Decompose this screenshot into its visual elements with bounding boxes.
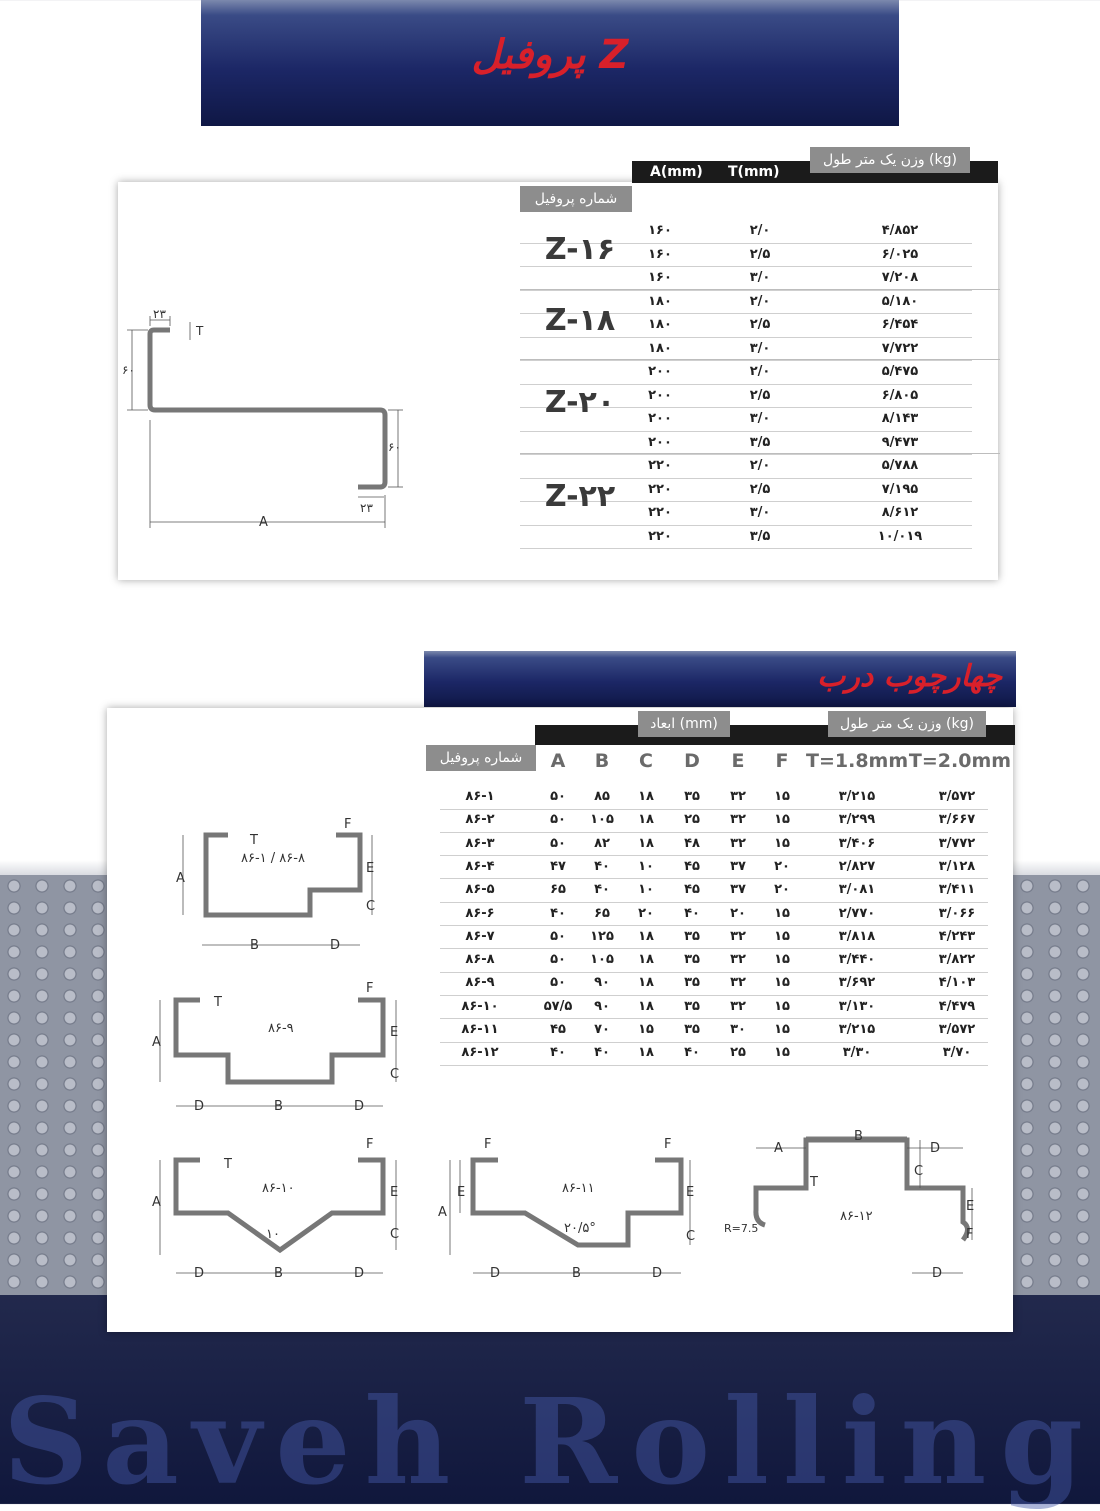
- z-cell-a: ۲۲۰: [648, 528, 672, 544]
- z-cell-t: ۲/۵: [749, 317, 771, 332]
- door-profile-header: شماره پروفیل: [426, 745, 536, 771]
- door-cell-t20: ۳/۶۶۷: [938, 812, 976, 828]
- z-cell-a: ۱۸۰: [648, 340, 672, 356]
- door-cell-t20: ۳/۵۷۲: [938, 789, 976, 804]
- z-right-height-label: ۶۰: [388, 440, 401, 454]
- door-cell-t18: ۳/۸۱۸: [838, 928, 876, 944]
- door-cell-t20: ۳/۵۷۲: [938, 1022, 976, 1037]
- door-cell-b: ۱۰۵: [590, 952, 614, 968]
- door-cell-a: ۴۷: [550, 858, 566, 874]
- door-cell-a: ۵۰: [550, 952, 566, 968]
- z-cell-t: ۲/۰: [749, 293, 771, 309]
- d2-d1: D: [194, 1099, 205, 1114]
- door-cell-t20: ۳/۱۲۸: [938, 858, 976, 874]
- door-cell-c: ۱۸: [638, 1045, 654, 1061]
- z-table-row: [520, 431, 972, 456]
- door-cell-f: ۱۵: [774, 952, 790, 968]
- door-cell-e: ۳۷: [730, 858, 746, 874]
- door-cell-t18: ۳/۲۱۵: [838, 789, 876, 804]
- door-cell-a: ۴۵: [550, 1022, 566, 1037]
- d4-d1: D: [490, 1266, 501, 1281]
- door-cell-t20: ۳/۴۱۱: [938, 882, 976, 898]
- door-cell-a: ۵۷/۵: [543, 998, 573, 1014]
- door-cell-code: ۸۶-۶: [465, 905, 495, 921]
- door-cell-d: ۳۵: [684, 928, 700, 944]
- door-cell-code: ۸۶-۱۲: [461, 1045, 499, 1061]
- z-cell-a: ۱۸۰: [648, 293, 672, 309]
- door-cell-code: ۸۶-۸: [465, 952, 495, 968]
- door-cell-f: ۱۵: [774, 998, 790, 1014]
- door-cell-b: ۴۰: [594, 858, 610, 874]
- d5-f: F: [966, 1227, 974, 1242]
- door-cell-code: ۸۶-۷: [465, 928, 495, 944]
- z-cell-t: ۲/۰: [749, 458, 771, 473]
- z-cell-w: ۱۰/۰۱۹: [877, 528, 923, 544]
- z-cell-t: ۳/۵: [749, 528, 771, 544]
- door-cell-e: ۳۲: [730, 998, 746, 1014]
- door-cell-a: ۶۵: [550, 882, 566, 898]
- door-cell-t18: ۲/۷۷۰: [838, 905, 876, 921]
- door-cell-b: ۹۰: [594, 975, 610, 991]
- door-col-d: D: [684, 750, 700, 772]
- drawing-86-10-label: ۸۶-۱۰: [262, 1181, 295, 1196]
- d2-t: T: [214, 995, 222, 1010]
- z-cell-w: ۶/۸۰۵: [881, 387, 919, 403]
- z-cell-a: ۲۲۰: [648, 505, 672, 520]
- d1-t: T: [250, 833, 258, 848]
- door-cell-t18: ۲/۸۲۷: [838, 858, 876, 874]
- door-cell-code: ۸۶-۹: [465, 975, 495, 991]
- door-cell-code: ۸۶-۲: [465, 812, 495, 828]
- d5-d1: D: [930, 1141, 941, 1156]
- drawing-86-9-label: ۸۶-۹: [268, 1021, 294, 1036]
- door-cell-f: ۲۰: [774, 882, 790, 898]
- d1-b: B: [250, 938, 259, 953]
- d2-b: B: [274, 1099, 283, 1114]
- d5-d2: D: [932, 1266, 943, 1281]
- door-cell-c: ۱۰: [638, 882, 654, 898]
- z-cell-w: ۵/۱۸۰: [881, 293, 919, 309]
- z-cell-w: ۵/۴۷۵: [881, 364, 919, 379]
- door-cell-e: ۳۲: [730, 952, 746, 968]
- door-cell-f: ۱۵: [774, 905, 790, 921]
- d5-a: A: [774, 1141, 783, 1156]
- door-cell-t20: ۳/۷۷۲: [938, 835, 976, 851]
- door-cell-d: ۳۵: [684, 998, 700, 1014]
- d3-d1: D: [194, 1266, 205, 1281]
- door-cell-b: ۷۰: [594, 1022, 610, 1037]
- door-frame-drawings: [107, 808, 1013, 1288]
- z-profile-title: پروفیل Z: [471, 32, 629, 78]
- d2-d2: D: [354, 1099, 365, 1114]
- d3-t: T: [224, 1157, 232, 1172]
- z-bottom-flange-label: ۲۳: [360, 501, 373, 515]
- door-cell-b: ۶۵: [594, 905, 610, 921]
- z-cell-w: ۶/۴۵۴: [881, 317, 919, 332]
- door-cell-e: ۳۰: [730, 1022, 746, 1037]
- door-cell-c: ۱۰: [638, 858, 654, 874]
- door-cell-c: ۱۸: [638, 812, 654, 828]
- z-cell-t: ۳/۰: [749, 340, 771, 356]
- door-cell-c: ۱۸: [638, 835, 654, 851]
- z-cell-a: ۲۲۰: [648, 458, 672, 473]
- z-col-weight-header: وزن یک متر طول (kg): [810, 147, 970, 173]
- d3-b: B: [274, 1266, 283, 1281]
- z-cell-a: ۲۲۰: [648, 481, 672, 497]
- z-cell-w: ۷/۲۰۸: [881, 270, 919, 285]
- z-table-row: [520, 360, 972, 385]
- drawing-86-10-bottom: ۱۰: [266, 1227, 280, 1242]
- door-cell-a: ۵۰: [550, 975, 566, 991]
- door-dims-header: ابعاد (mm): [638, 711, 730, 737]
- d2-f: F: [366, 981, 374, 996]
- door-cell-t18: ۳/۰۸۱: [838, 882, 876, 898]
- z-cell-w: ۹/۴۷۳: [881, 434, 919, 450]
- door-cell-t20: ۴/۲۴۳: [938, 928, 976, 944]
- door-cell-c: ۱۸: [638, 952, 654, 968]
- drawing-86-11-label: ۸۶-۱۱: [562, 1181, 595, 1196]
- door-cell-d: ۴۸: [684, 835, 700, 851]
- z-group-label: Z-۱۶: [544, 232, 616, 268]
- door-cell-b: ۸۵: [594, 789, 610, 804]
- z-cell-a: ۲۰۰: [648, 434, 672, 450]
- drawing-86-11-angle: ۲۰/۵°: [564, 1221, 596, 1236]
- door-cell-t18: ۳/۱۳۰: [838, 998, 876, 1014]
- door-cell-t18: ۳/۴۴۰: [838, 952, 876, 968]
- door-cell-code: ۸۶-۱۱: [461, 1022, 499, 1037]
- door-cell-c: ۱۵: [638, 1022, 654, 1037]
- door-cell-d: ۳۵: [684, 975, 700, 991]
- z-cell-a: ۱۶۰: [648, 270, 672, 285]
- d2-a: A: [152, 1035, 161, 1050]
- z-cell-t: ۲/۵: [749, 246, 771, 262]
- door-cell-t18: ۳/۲۹۹: [838, 812, 876, 828]
- door-cell-f: ۱۵: [774, 975, 790, 991]
- door-cell-c: ۱۸: [638, 998, 654, 1014]
- z-cell-a: ۲۰۰: [648, 364, 672, 379]
- door-cell-t18: ۳/۶۹۲: [838, 975, 876, 991]
- door-cell-t20: ۳/۷۰: [942, 1045, 972, 1061]
- door-cell-a: ۵۰: [550, 789, 566, 804]
- drawing-86-12-label: ۸۶-۱۲: [840, 1209, 873, 1224]
- z-cell-t: ۲/۰: [749, 364, 771, 379]
- z-cell-w: ۷/۱۹۵: [881, 481, 919, 497]
- z-cell-t: ۳/۰: [749, 505, 771, 520]
- door-cell-f: ۱۵: [774, 1022, 790, 1037]
- d1-c: C: [366, 899, 376, 914]
- door-frame-title-banner: [424, 651, 1016, 707]
- z-table-row: [520, 454, 972, 479]
- d3-a: A: [152, 1195, 161, 1210]
- door-cell-c: ۱۸: [638, 975, 654, 991]
- door-cell-e: ۳۷: [730, 882, 746, 898]
- z-cell-t: ۳/۰: [749, 270, 771, 285]
- door-frame-title: چهارچوب درب: [817, 659, 1002, 694]
- door-cell-t20: ۳/۸۲۲: [938, 952, 976, 968]
- door-cell-e: ۳۲: [730, 835, 746, 851]
- z-profile-title-banner: [201, 0, 899, 126]
- door-cell-a: ۴۰: [550, 905, 566, 921]
- door-col-c: C: [639, 750, 653, 772]
- door-cell-f: ۱۵: [774, 789, 790, 804]
- door-cell-e: ۲۰: [730, 905, 746, 921]
- z-cell-t: ۳/۵: [749, 434, 771, 450]
- z-width-label: A: [259, 515, 268, 530]
- d1-d: D: [330, 938, 341, 953]
- dotted-decoration-left: [0, 875, 107, 1295]
- d4-b: B: [572, 1266, 581, 1281]
- door-cell-c: ۱۸: [638, 928, 654, 944]
- door-cell-t18: ۳/۳۰: [842, 1045, 872, 1061]
- z-cell-a: ۱۶۰: [648, 246, 672, 262]
- z-cell-w: ۷/۷۲۲: [881, 340, 919, 356]
- door-cell-b: ۸۲: [594, 835, 610, 851]
- door-cell-b: ۹۰: [594, 998, 610, 1014]
- d5-t: T: [810, 1175, 818, 1190]
- door-cell-d: ۳۵: [684, 1022, 700, 1037]
- door-cell-t20: ۴/۱۰۳: [938, 975, 976, 991]
- z-cell-t: ۲/۵: [749, 387, 771, 403]
- z-cell-w: ۵/۷۸۸: [881, 458, 919, 473]
- door-cell-d: ۳۵: [684, 789, 700, 804]
- z-cell-a: ۲۰۰: [648, 387, 672, 403]
- d4-e1: E: [457, 1185, 466, 1200]
- drawing-86-12-radius: R=7.5: [724, 1222, 759, 1235]
- drawing-86-1-label: ۸۶-۱ / ۸۶-۸: [241, 851, 305, 866]
- door-weight-header: وزن یک متر طول (kg): [828, 711, 986, 737]
- d2-c: C: [390, 1067, 400, 1082]
- door-cell-b: ۱۲۵: [590, 928, 614, 944]
- z-group-label: Z-۱۸: [544, 302, 616, 338]
- d3-d2: D: [354, 1266, 365, 1281]
- z-cell-a: ۱۶۰: [648, 223, 672, 238]
- z-cell-a: ۲۰۰: [648, 411, 672, 426]
- d3-e: E: [390, 1185, 399, 1200]
- z-left-height-label: ۶۰: [122, 363, 135, 377]
- door-col-t18: T=1.8mm: [806, 750, 909, 772]
- door-col-a: A: [550, 750, 566, 772]
- door-cell-c: ۲۰: [638, 905, 654, 921]
- z-cell-w: ۸/۶۱۲: [881, 505, 919, 520]
- dotted-decoration-right: [1013, 875, 1100, 1295]
- z-table-row: [520, 337, 972, 362]
- door-cell-d: ۴۰: [684, 1045, 700, 1061]
- door-cell-d: ۴۰: [684, 905, 700, 921]
- saveh-rolling-watermark: Saveh Rolling: [3, 1372, 1097, 1511]
- d4-a: A: [438, 1205, 447, 1220]
- door-cell-e: ۳۲: [730, 789, 746, 804]
- door-cell-t20: ۳/۰۶۶: [938, 905, 976, 921]
- door-cell-t18: ۳/۲۱۵: [838, 1022, 876, 1037]
- d5-c: C: [914, 1164, 924, 1179]
- door-cell-a: ۴۰: [550, 1045, 566, 1061]
- door-cell-e: ۳۲: [730, 928, 746, 944]
- door-col-b: B: [594, 750, 610, 772]
- door-cell-e: ۳۲: [730, 975, 746, 991]
- door-cell-d: ۴۵: [684, 882, 700, 898]
- d5-b: B: [854, 1129, 863, 1144]
- door-cell-b: ۱۰۵: [590, 812, 614, 828]
- d4-f2: F: [664, 1137, 672, 1152]
- z-thickness-label: T: [196, 324, 204, 338]
- d1-f: F: [344, 817, 352, 832]
- door-col-e: E: [731, 750, 745, 772]
- d3-c: C: [390, 1227, 400, 1242]
- z-cell-w: ۸/۱۴۳: [881, 411, 919, 426]
- door-cell-code: ۸۶-۵: [465, 882, 495, 898]
- d4-f1: F: [484, 1137, 492, 1152]
- door-cell-f: ۱۵: [774, 928, 790, 944]
- door-cell-code: ۸۶-۱: [465, 789, 495, 804]
- door-cell-f: ۱۵: [774, 812, 790, 828]
- z-col-t-header: T(mm): [728, 164, 780, 180]
- z-profile-outline: [150, 330, 385, 487]
- door-cell-a: ۵۰: [550, 812, 566, 828]
- z-table-row: [520, 525, 972, 550]
- z-cell-t: ۳/۰: [749, 411, 771, 426]
- z-cell-t: ۲/۰: [749, 223, 771, 238]
- drawing-86-9-outline: [176, 1000, 383, 1082]
- d4-c: C: [686, 1229, 696, 1244]
- door-cell-f: ۲۰: [774, 858, 790, 874]
- z-group-label: Z-۲۰: [544, 385, 616, 420]
- d4-e2: E: [686, 1185, 695, 1200]
- z-cell-a: ۱۸۰: [648, 317, 672, 332]
- door-cell-c: ۱۸: [638, 789, 654, 804]
- door-table-row: [440, 785, 988, 810]
- z-group-label: Z-۲۲: [544, 479, 616, 514]
- d3-f: F: [366, 1137, 374, 1152]
- door-cell-t18: ۳/۴۰۶: [838, 835, 876, 851]
- z-top-flange-label: ۲۳: [153, 307, 166, 321]
- z-col-profile-header: شماره پروفیل: [520, 186, 632, 212]
- d4-d2: D: [652, 1266, 663, 1281]
- z-cell-t: ۲/۵: [749, 481, 771, 497]
- door-cell-e: ۲۵: [730, 1045, 746, 1061]
- z-table-row: [520, 266, 972, 291]
- door-cell-code: ۸۶-۱۰: [461, 998, 499, 1014]
- z-cell-w: ۶/۰۲۵: [881, 246, 919, 262]
- door-cell-b: ۴۰: [594, 882, 610, 898]
- door-col-f: F: [775, 750, 789, 772]
- d5-e: E: [966, 1199, 975, 1214]
- door-cell-b: ۴۰: [594, 1045, 610, 1061]
- z-col-a-header: A(mm): [650, 164, 703, 180]
- d1-e: E: [366, 861, 375, 876]
- drawing-86-1-outline: [206, 835, 360, 915]
- door-cell-a: ۵۰: [550, 835, 566, 851]
- z-profile-drawing: [118, 300, 418, 540]
- door-col-t20: T=2.0mm: [908, 750, 1012, 772]
- door-cell-d: ۴۵: [684, 858, 700, 874]
- door-cell-e: ۳۲: [730, 812, 746, 828]
- door-cell-code: ۸۶-۳: [465, 835, 495, 851]
- door-cell-f: ۱۵: [774, 835, 790, 851]
- door-cell-code: ۸۶-۴: [465, 858, 495, 874]
- door-cell-t20: ۴/۴۷۹: [938, 998, 976, 1014]
- door-cell-d: ۲۵: [684, 812, 700, 828]
- door-cell-f: ۱۵: [774, 1045, 790, 1061]
- d2-e: E: [390, 1025, 399, 1040]
- d1-a: A: [176, 871, 185, 886]
- door-cell-d: ۳۵: [684, 952, 700, 968]
- door-cell-a: ۵۰: [550, 928, 566, 944]
- z-cell-w: ۴/۸۵۲: [881, 223, 919, 238]
